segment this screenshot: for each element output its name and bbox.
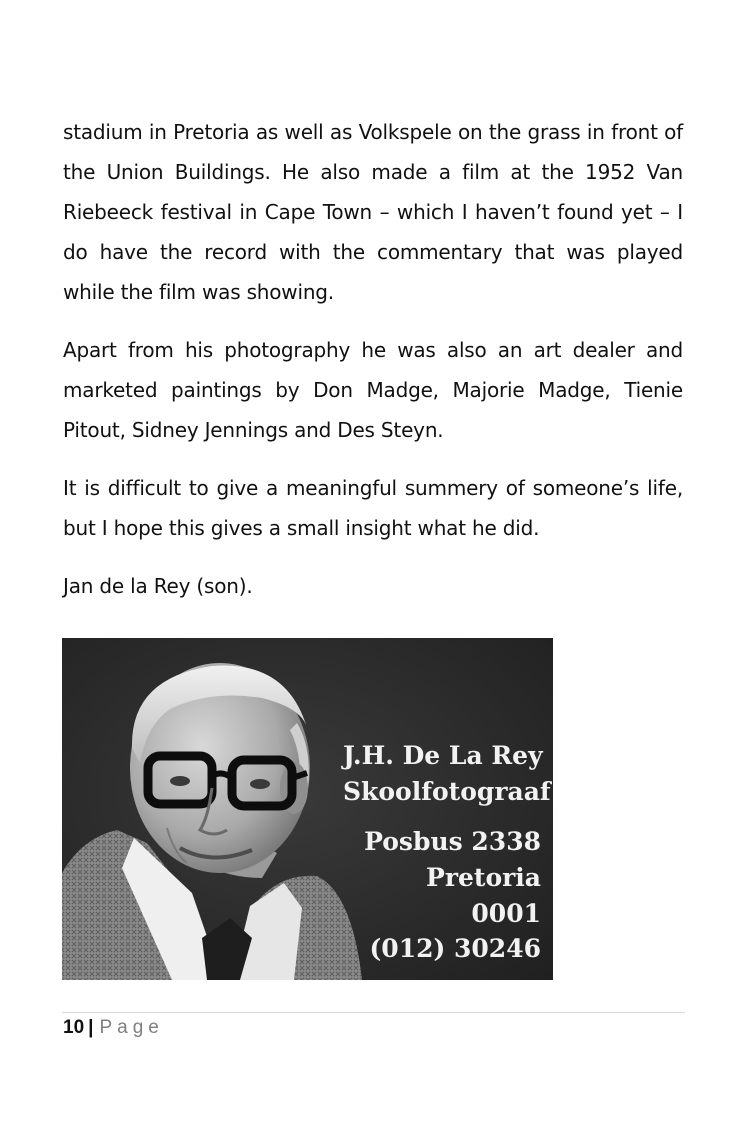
footer-divider xyxy=(62,1012,685,1013)
signature-line: Jan de la Rey (son). xyxy=(63,574,253,598)
page-label: Page xyxy=(99,1017,164,1038)
card-name: J.H. De La Rey xyxy=(343,741,543,770)
card-postal-code: 0001 xyxy=(471,899,541,928)
page-footer xyxy=(63,1015,164,1041)
paragraph: stadium in Pretoria as well as Volkspele on the grass in front of the Union Buildings. He also made a film at the 1952 Van Riebeeck festival in Cape Town – which I haven’t found yet – I do have the record with the commentary that was played while the film was showing. xyxy=(63,120,683,304)
card-role: Skoolfotograaf xyxy=(343,777,551,806)
card-address-line1: Posbus 2338 xyxy=(364,827,541,856)
portrait-business-card-photo xyxy=(62,638,553,980)
paragraph: It is difficult to give a meaningful summery of someone’s life, but I hope this gives a small insight what he did. xyxy=(63,476,683,540)
paragraph: Apart from his photography he was also an art dealer and marketed paintings by Don Madge, Majorie Madge, Tienie Pitout, Sidney Jennings and Des Steyn. xyxy=(63,338,683,442)
card-address-line2: Pretoria xyxy=(426,863,541,892)
footer-separator: | xyxy=(88,1017,94,1038)
card-phone: (012) 30246 xyxy=(369,934,541,963)
body-text xyxy=(63,112,683,624)
page-number: 10 xyxy=(63,1017,85,1038)
